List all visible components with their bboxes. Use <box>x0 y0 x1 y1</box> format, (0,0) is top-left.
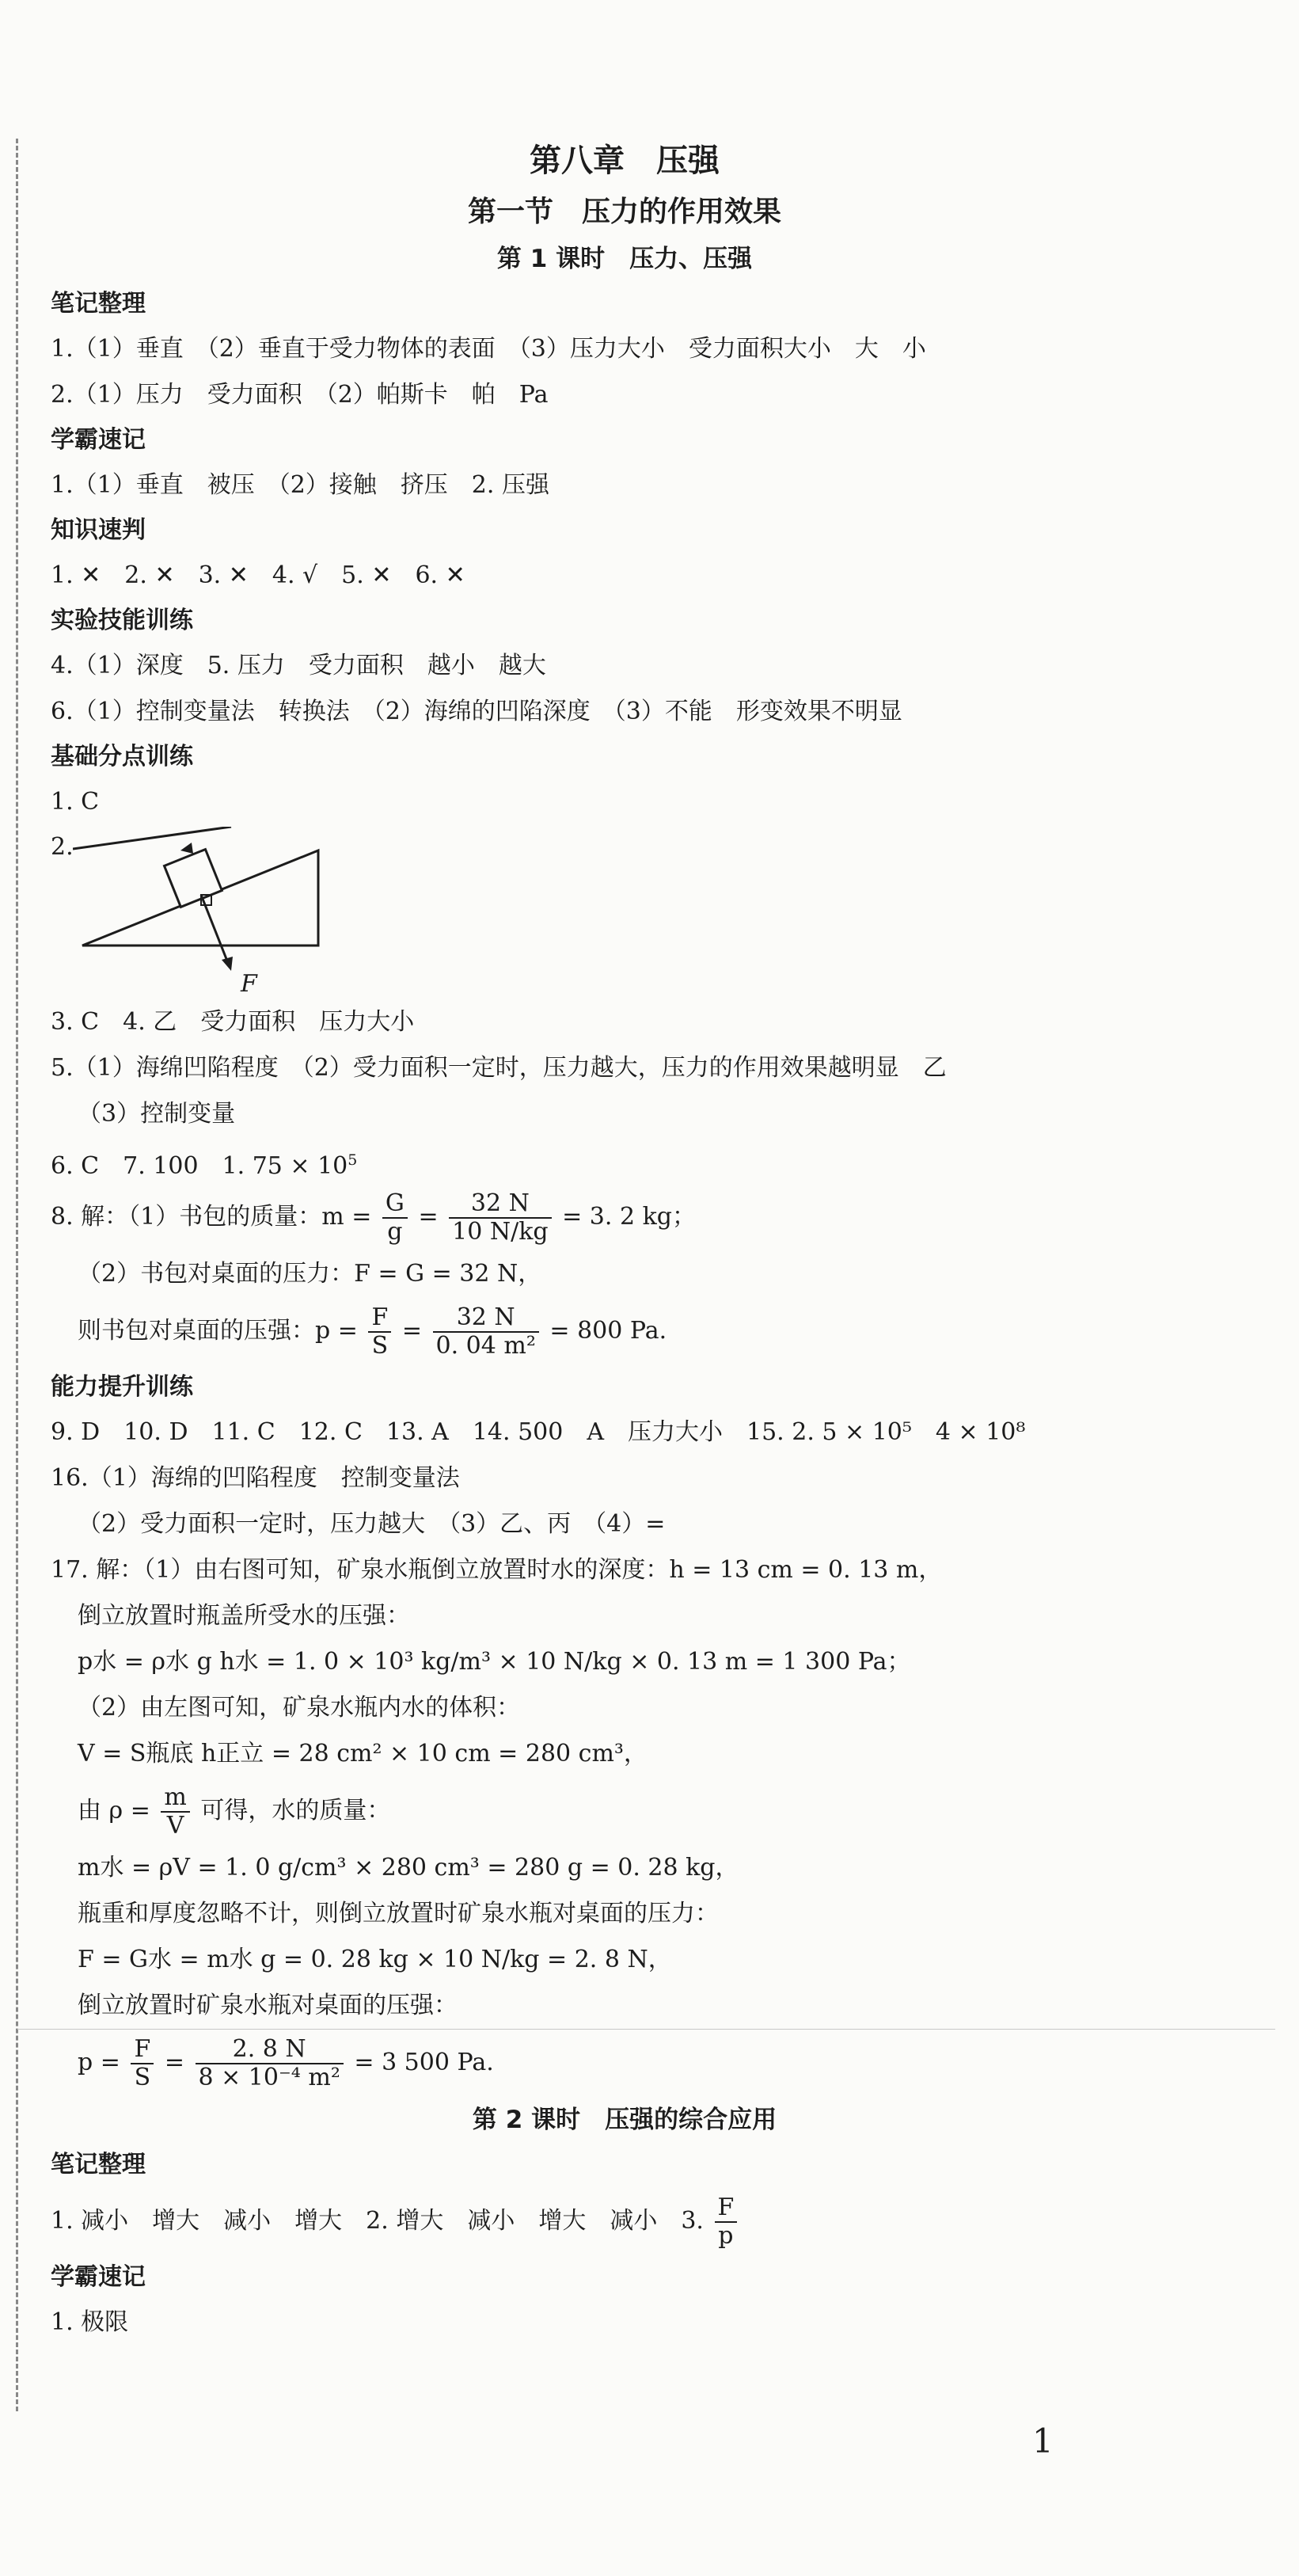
q8-a-prefix: 8. 解：（1）书包的质量：m = <box>51 1203 372 1231</box>
q8-a-f2-den: 10 N/kg <box>452 1218 549 1246</box>
incline-svg <box>73 827 374 998</box>
ability-heading: 能力提升训练 <box>51 1373 193 1401</box>
motion-arrow-head <box>180 843 193 854</box>
rho-fraction-den: V <box>166 1812 184 1840</box>
q8-a-f1-num: G <box>382 1190 408 1219</box>
basic-line-6-text: 6. C 7. 100 1. 75 × 10 <box>51 1152 348 1180</box>
answer-page <box>51 133 1262 2346</box>
q8-line-c <box>51 1297 1262 1365</box>
memo-heading: 学霸速记 <box>51 426 146 454</box>
lesson2-memo-heading: 学霸速记 <box>51 2263 146 2291</box>
experiment-line-2: 6.（1）控制变量法 转换法 （2）海绵的凹陷深度 （3）不能 形变效果不明显 <box>51 698 902 725</box>
notes-line-1: 1.（1）垂直 （2）垂直于受力物体的表面 （3）压力大小 受力面积大小 大 小 <box>51 335 926 363</box>
basic-line-3: 3. C 4. 乙 受力面积 压力大小 <box>51 1008 415 1036</box>
lesson2-fraction <box>715 2194 738 2250</box>
lesson2-fraction-den: p <box>718 2222 734 2250</box>
basic-line-5: （3）控制变量 <box>78 1100 236 1128</box>
page-number: 1 <box>1032 2422 1054 2460</box>
basic-heading: 基础分点训练 <box>51 743 193 771</box>
pressure-fraction-2 <box>196 2036 344 2091</box>
experiment-heading: 实验技能训练 <box>51 607 193 634</box>
q8-c-fraction-2 <box>433 1304 539 1360</box>
pressure-formula-result: = 3 500 Pa. <box>354 2049 494 2076</box>
experiment-line-1: 4.（1）深度 5. 压力 受力面积 越小 越大 <box>51 652 546 679</box>
ability-line-6: p水 = ρ水 g h水 = 1. 0 × 10³ kg/m³ × 10 N/kg × 0. 13 m = 1 300 Pa； <box>78 1648 911 1676</box>
force-arrow-head <box>222 957 233 971</box>
ability-line-10: m水 = ρV = 1. 0 g/cm³ × 280 cm³ = 280 g = 0. 28 kg， <box>78 1854 739 1882</box>
rho-formula-suffix: 可得，水的质量： <box>200 1797 391 1825</box>
judge-line-1: 1. ✕ 2. ✕ 3. ✕ 4. √ 5. ✕ 6. ✕ <box>51 561 465 589</box>
ability-line-3: （2）受力面积一定时，压力越大 （3）乙、丙 （4）= <box>78 1510 666 1538</box>
q8-a-f2-num: 32 N <box>449 1190 551 1219</box>
pressure-f1-den: S <box>134 2064 151 2091</box>
pressure-formula-equals: = <box>164 2049 184 2076</box>
memo-line-1: 1.（1）垂直 被压 （2）接触 挤压 2. 压强 <box>51 471 549 499</box>
force-arrow-shaft <box>201 895 228 963</box>
q8-c-f1-den: S <box>371 1332 389 1360</box>
motion-arrow-shaft <box>73 827 231 849</box>
ability-line-12: F = G水 = m水 g = 0. 28 kg × 10 N/kg = 2. 8 N， <box>78 1946 672 1973</box>
pressure-fraction-1 <box>131 2036 154 2091</box>
force-label: F <box>241 970 257 998</box>
rho-fraction <box>161 1784 189 1840</box>
chapter-title: 第八章 压强 <box>530 143 720 179</box>
q8-line-a <box>51 1183 1262 1251</box>
basic-line-4: 5.（1）海绵凹陷程度 （2）受力面积一定时，压力越大，压力的作用效果越明显 乙 <box>51 1054 947 1082</box>
binding-dashed-line <box>16 139 18 2411</box>
ability-line-13: 倒立放置时矿泉水瓶对桌面的压强： <box>78 1992 458 2019</box>
basic-line-6 <box>51 1137 1262 1183</box>
pressure-f2-den: 8 × 10⁻⁴ m² <box>198 2064 340 2091</box>
lesson2-memo-line-1: 1. 极限 <box>51 2308 129 2336</box>
ability-line-2: 16.（1）海绵的凹陷程度 控制变量法 <box>51 1464 460 1492</box>
q8-line-b: （2）书包对桌面的压力：F = G = 32 N， <box>78 1260 542 1288</box>
lesson2-fraction-num: F <box>715 2194 738 2223</box>
lesson2-notes-line-1 <box>51 2187 1262 2255</box>
ability-line-1: 9. D 10. D 11. C 12. C 13. A 14. 500 A 压力大小 15. 2. 5 × 10⁵ 4 × 10⁸ <box>51 1418 1026 1446</box>
q8-a-result: = 3. 2 kg； <box>562 1203 696 1231</box>
q8-c-f1-num: F <box>368 1304 391 1333</box>
lesson1-title: 第 1 课时 压力、压强 <box>496 245 753 273</box>
basic-question-2-number: 2. <box>51 833 74 861</box>
q8-c-f2-den: 0. 04 m² <box>435 1332 536 1360</box>
section-title: 第一节 压力的作用效果 <box>467 196 781 228</box>
pressure-formula-prefix: p = <box>78 2049 120 2076</box>
ability-line-11: 瓶重和厚度忽略不计，则倒立放置时矿泉水瓶对桌面的压力： <box>78 1900 719 1927</box>
pressure-f1-num: F <box>131 2036 154 2064</box>
q8-c-result: = 800 Pa. <box>549 1317 667 1345</box>
ability-line-8: V = S瓶底 h正立 = 28 cm² × 10 cm = 280 cm³， <box>78 1740 648 1767</box>
ability-line-4: 17. 解：（1）由右图可知，矿泉水瓶倒立放置时水的深度：h = 13 cm = 0. 13 m， <box>51 1556 943 1584</box>
q8-c-equals: = <box>401 1317 422 1345</box>
incline-force-diagram <box>51 825 1262 999</box>
q8-c-prefix: 则书包对桌面的压强：p = <box>78 1317 358 1345</box>
block-group <box>165 850 222 907</box>
basic-line-6-exponent: 5 <box>348 1151 358 1169</box>
q8-a-f1-den: g <box>387 1218 403 1246</box>
rho-formula-prefix: 由 ρ = <box>78 1797 150 1825</box>
judge-heading: 知识速判 <box>51 516 146 544</box>
lesson2-title: 第 2 课时 压强的综合应用 <box>472 2106 777 2134</box>
block-on-incline <box>165 850 222 907</box>
ability-line-9 <box>51 1777 1262 1845</box>
ability-line-5: 倒立放置时瓶盖所受水的压强： <box>78 1602 410 1630</box>
lesson2-notes-heading: 笔记整理 <box>51 2151 146 2178</box>
ability-line-7: （2）由左图可知，矿泉水瓶内水的体积： <box>78 1694 521 1722</box>
q8-a-fraction-2 <box>449 1190 551 1246</box>
ability-line-14 <box>51 2029 1262 2097</box>
q8-c-f2-num: 32 N <box>433 1304 539 1333</box>
notes-line-2: 2.（1）压力 受力面积 （2）帕斯卡 帕 Pa <box>51 381 549 409</box>
q8-a-equals: = <box>418 1203 439 1231</box>
q8-a-fraction-1 <box>382 1190 408 1246</box>
notes-heading: 笔记整理 <box>51 290 146 318</box>
pressure-f2-num: 2. 8 N <box>196 2036 344 2064</box>
lesson2-notes-text: 1. 减小 增大 减小 增大 2. 增大 减小 增大 减小 3. <box>51 2207 704 2235</box>
basic-line-1: 1. C <box>51 788 100 816</box>
rho-fraction-num: m <box>161 1784 189 1813</box>
q8-c-fraction-1 <box>368 1304 391 1360</box>
